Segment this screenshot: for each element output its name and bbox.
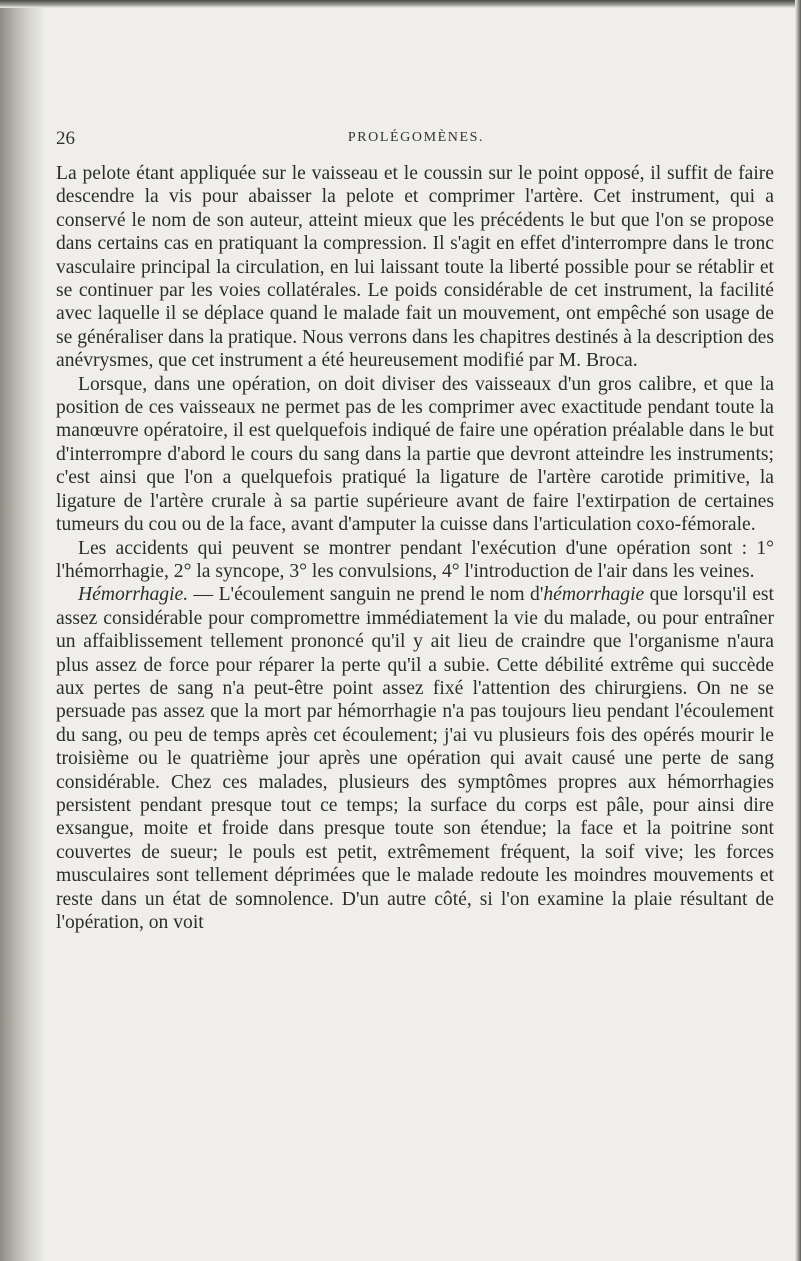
page-number: 26 [56, 128, 75, 149]
hemorrhagie-term: hémorrhagie [543, 584, 645, 606]
page-right-edge [795, 0, 801, 1261]
running-head [56, 128, 776, 152]
running-title: PROLÉGOMÈNES. [347, 130, 485, 145]
paragraph-ligature: Lorsque, dans une opération, on doit diviser des vaisseaux d'un gros calibre, et que la position de ces vaisseaux ne permet pas de les comprimer avec exactitude pendant toute la manœuvre opératoire, il est quelquefois indiqué de faire une opération préalable dans le but d'interrompre d'abord le cours du sang dans la partie que devront atteindre les instruments; c'est ainsi que l'on a quelquefois pratiqué la ligature de l'artère carotide primitive, la ligature de l'artère crurale à sa partie supérieure avant de faire l'extirpation de certaines tumeurs du cou ou de la face, avant d'amputer la cuisse dans l'articulation coxo-fémorale. [56, 373, 774, 536]
hemorrhagie-text-1: — L'écoulement sanguin ne prend le nom d' [188, 584, 544, 606]
body-text [56, 162, 774, 934]
paragraph-hemorrhagie [56, 583, 774, 934]
hemorrhagie-text-2: que lorsqu'il est assez considérable pour compromettre immédiatement la vie du malade, ou pour entraîner un affaiblissement tellement prononcé qu'il y ait lieu de craindre que l'organisme n'aura plus assez de force pour réparer la perte qu'il a subie. Cette débilité extrême qui succède aux pertes de sang n'a peut-être point assez fixé l'attention des chirurgiens. On ne se persuade pas assez que la mort par hémorrhagie n'a pas toujours lieu pendant l'écoulement du sang, ou peu de temps après cet écoulement; j'ai vu plusieurs fois des opérés mourir le troisième ou le quatrième jour après une opération qui avait causé une perte de sang considérable. Chez ces malades, plusieurs des symptômes propres aux hémorrhagies persistent pendant presque tout ce temps; la surface du corps est pâle, pour ainsi dire exsangue, moite et froide dans presque toute son étendue; la face et la poitrine sont couvertes de sueur; le pouls est petit, extrêmement fréquent, la soif vive; les forces musculaires sont tellement déprimées que le malade redoute les moindres mouvements et reste dans un état de somnolence. D'un autre côté, si l'on examine la plaie résultant de l'opération, on voit [56, 584, 774, 933]
section-heading-hemorrhagie: Hémorrhagie. [78, 584, 189, 606]
paragraph-accidents: Les accidents qui peuvent se montrer pendant l'exécution d'une opération sont : 1° l'hémorrhagie, 2° la syncope, 3° les convulsions, 4° l'introduction de l'air dans les veines. [56, 537, 774, 582]
paragraph-pelote: La pelote étant appliquée sur le vaisseau et le coussin sur le point opposé, il suffit de faire descendre la vis pour abaisser la pelote et comprimer l'artère. Cet instrument, qui a conservé le nom de son auteur, atteint mieux que les précédents le but que l'on se propose dans certains cas en pratiquant la compression. Il s'agit en effet d'interrompre dans le tronc vasculaire principal la circulation, en lui laissant toute la liberté possible pour se rétablir et se continuer par les voies collatérales. Le poids considérable de cet instrument, la facilité avec laquelle il se déplace quand le malade fait un mouvement, ont empêché son usage de se généraliser dans la pratique. Nous verrons dans les chapitres destinés à la description des anévrysmes, que cet instrument a été heureusement modifié par M. Broca. [56, 163, 774, 372]
page-binding-shadow [0, 0, 44, 1261]
page-top-edge [0, 0, 801, 8]
